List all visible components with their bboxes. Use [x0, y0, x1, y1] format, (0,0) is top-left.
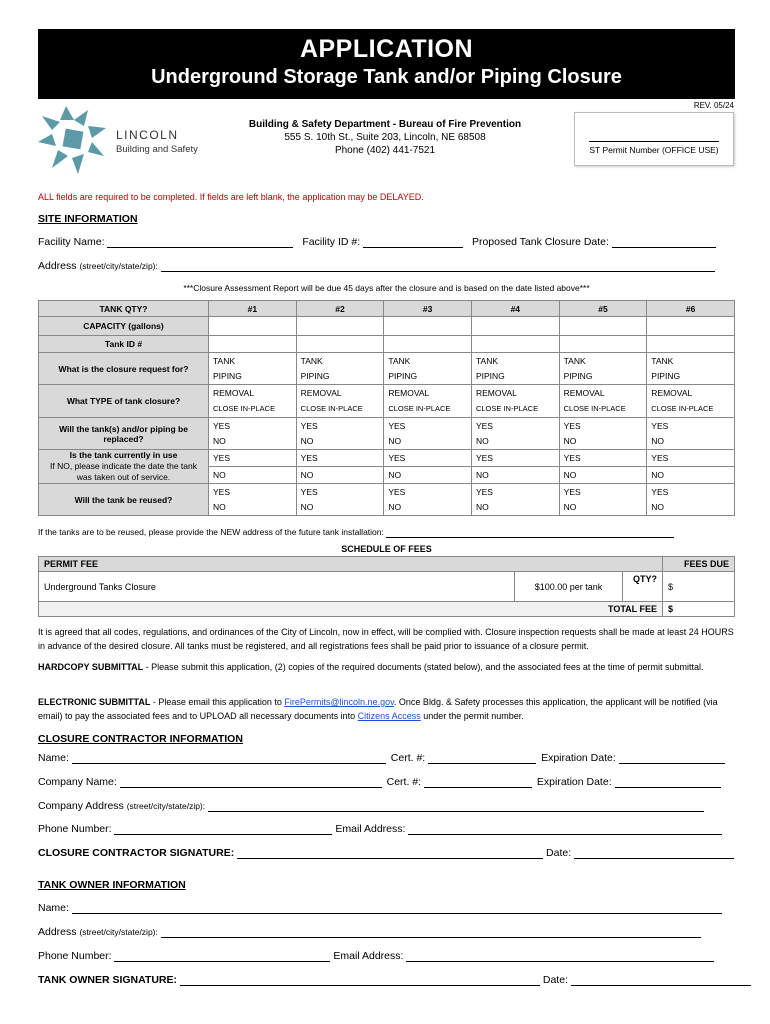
fee-price: $100.00 per tank [515, 572, 623, 602]
address-hint: (street/city/state/zip): [79, 261, 158, 271]
table-row [39, 418, 735, 450]
reused-options[interactable]: YES NO [559, 484, 647, 516]
replaced-label: Will the tank(s) and/or piping be replaced? [39, 418, 209, 450]
company-exp-field[interactable] [615, 787, 721, 788]
tank-table [38, 300, 735, 516]
request-options[interactable]: TANK PIPING [209, 353, 297, 385]
type-label: What TYPE of tank closure? [39, 385, 209, 418]
reused-options[interactable]: YES NO [471, 484, 559, 516]
in-use-yes[interactable]: YES [209, 450, 297, 467]
company-cert-field[interactable] [424, 787, 532, 788]
tank-col-3: #3 [384, 301, 472, 317]
tank-id-cell[interactable] [471, 336, 559, 353]
capacity-cell[interactable] [209, 317, 297, 336]
table-row [39, 336, 735, 353]
report-note: ***Closure Assessment Report will be due 45 days after the closure and is based on the date listed above*** [183, 283, 590, 293]
tank-id-cell[interactable] [384, 336, 472, 353]
table-row [39, 602, 735, 617]
in-use-yes[interactable]: YES [647, 450, 735, 467]
contractor-cert-field[interactable] [428, 763, 536, 764]
contractor-date-field[interactable] [574, 858, 734, 859]
owner-heading: TANK OWNER INFORMATION [38, 879, 186, 891]
fees-heading: SCHEDULE OF FEES [341, 544, 432, 554]
required-warning: ALL fields are required to be completed. If fields are left blank, the application may be DELAYED. [38, 192, 424, 202]
permit-number-label: ST Permit Number (OFFICE USE) [589, 145, 719, 155]
department-phone: Phone (402) 441-7521 [334, 145, 436, 156]
table-row [39, 301, 735, 317]
in-use-no[interactable]: NO [647, 467, 735, 484]
permit-number-line [589, 141, 719, 142]
contractor-row-4: Phone Number: Email Address: [38, 823, 738, 835]
page-title: APPLICATION [299, 35, 474, 63]
site-row-1 [38, 236, 738, 248]
owner-row-3: Phone Number: Email Address: [38, 950, 738, 962]
in-use-no[interactable]: NO [296, 467, 384, 484]
type-options[interactable]: REMOVAL CLOSE IN-PLACE [647, 385, 735, 418]
capacity-cell[interactable] [384, 317, 472, 336]
replaced-options[interactable]: YES NO [559, 418, 647, 450]
in-use-no[interactable]: NO [209, 467, 297, 484]
tank-id-cell[interactable] [559, 336, 647, 353]
electronic-label: ELECTRONIC SUBMITTAL [38, 697, 151, 707]
department-address: 555 S. 10th St., Suite 203, Lincoln, NE 68508 [284, 132, 486, 143]
hardcopy-text: HARDCOPY SUBMITTAL - Please submit this application, (2) copies of the required documents (stated below), and the associated fees at the time of permit submittal. [38, 662, 704, 672]
type-options[interactable]: REMOVAL CLOSE IN-PLACE [384, 385, 472, 418]
reused-options[interactable]: YES NO [647, 484, 735, 516]
lincoln-star-icon [38, 106, 110, 176]
capacity-cell[interactable] [296, 317, 384, 336]
fee-item: Underground Tanks Closure [39, 572, 515, 602]
contractor-heading: CLOSURE CONTRACTOR INFORMATION [38, 733, 243, 745]
reuse-note: If the tanks are to be reused, please provide the NEW address of the future tank installation: [38, 527, 384, 537]
revision-label: REV. 05/24 [693, 101, 734, 110]
fees-table [38, 556, 735, 617]
tank-qty-label: TANK QTY? [39, 301, 209, 317]
in-use-yes[interactable]: YES [296, 450, 384, 467]
owner-row-4: TANK OWNER SIGNATURE: Date: [38, 974, 738, 986]
tank-id-cell[interactable] [209, 336, 297, 353]
in-use-yes[interactable]: YES [384, 450, 472, 467]
contractor-row-2: Company Name: Cert. #: Expiration Date: [38, 776, 738, 788]
contractor-row-3: Company Address (street/city/state/zip): [38, 800, 738, 812]
department-name: Building & Safety Department - Bureau of Fire Prevention [248, 119, 522, 130]
reuse-address-field[interactable] [386, 537, 674, 538]
table-row [39, 450, 735, 467]
owner-address-field[interactable] [161, 937, 701, 938]
facility-name-field[interactable] [107, 247, 293, 248]
reused-options[interactable]: YES NO [384, 484, 472, 516]
company-name-field[interactable] [120, 787, 382, 788]
table-row [39, 317, 735, 336]
contractor-row-1: Name: Cert. #: Expiration Date: [38, 752, 738, 764]
owner-date-field[interactable] [571, 985, 751, 986]
capacity-cell[interactable] [647, 317, 735, 336]
capacity-label: CAPACITY (gallons) [39, 317, 209, 336]
contractor-email-field[interactable] [408, 834, 722, 835]
title-banner [38, 29, 735, 99]
replaced-options[interactable]: YES NO [384, 418, 472, 450]
in-use-no[interactable]: NO [559, 467, 647, 484]
tank-col-5: #5 [559, 301, 647, 317]
contractor-row-5: CLOSURE CONTRACTOR SIGNATURE: Date: [38, 847, 738, 859]
type-options[interactable]: REMOVAL CLOSE IN-PLACE [209, 385, 297, 418]
permit-fee-header: PERMIT FEE [39, 557, 663, 572]
fee-qty-field[interactable]: QTY? [623, 572, 663, 602]
facility-id-label: Facility ID #: [302, 236, 361, 248]
table-row [39, 572, 735, 602]
tank-col-2: #2 [296, 301, 384, 317]
tank-id-label: Tank ID # [39, 336, 209, 353]
table-row [39, 385, 735, 418]
in-use-no[interactable]: NO [384, 467, 472, 484]
request-options[interactable]: TANK PIPING [384, 353, 472, 385]
hardcopy-label: HARDCOPY SUBMITTAL [38, 662, 144, 672]
contractor-name-field[interactable] [72, 763, 386, 764]
owner-row-2: Address (street/city/state/zip): [38, 926, 738, 938]
request-options[interactable]: TANK PIPING [559, 353, 647, 385]
request-options[interactable]: TANK PIPING [296, 353, 384, 385]
reused-label: Will the tank be reused? [39, 484, 209, 516]
closure-date-label: Proposed Tank Closure Date: [471, 236, 609, 248]
replaced-options[interactable]: YES NO [647, 418, 735, 450]
request-label: What is the closure request for? [39, 353, 209, 385]
tank-col-1: #1 [209, 301, 297, 317]
replaced-options[interactable]: YES NO [296, 418, 384, 450]
owner-name-field[interactable] [72, 913, 722, 914]
reused-options[interactable]: YES NO [209, 484, 297, 516]
facility-name-label: Facility Name: [38, 236, 105, 248]
electronic-text: ELECTRONIC SUBMITTAL - Please email this application to FirePermits@lincoln.ne.gov. Once Bldg. & Safety processes this application, the applicant will be notified (via email) to pay the associated fees and to UPLOAD all necessary documents into Citizens Access under the permit number. [38, 697, 718, 721]
request-options[interactable]: TANK PIPING [647, 353, 735, 385]
in-use-no[interactable]: NO [471, 467, 559, 484]
owner-phone-field[interactable] [114, 961, 330, 962]
total-fee-label: TOTAL FEE [39, 602, 663, 617]
lincoln-logo [38, 106, 218, 176]
logo-name: LINCOLN [116, 128, 179, 142]
table-row [39, 557, 735, 572]
table-row [39, 353, 735, 385]
page-subtitle: Underground Storage Tank and/or Piping Closure [151, 66, 622, 88]
contractor-exp-field[interactable] [619, 763, 725, 764]
fee-amount-field[interactable]: $ [663, 572, 735, 602]
owner-email-field[interactable] [406, 961, 714, 962]
request-options[interactable]: TANK PIPING [471, 353, 559, 385]
facility-id-field[interactable] [363, 247, 463, 248]
site-row-2 [38, 260, 738, 272]
closure-date-field[interactable] [612, 247, 716, 248]
type-options[interactable]: REMOVAL CLOSE IN-PLACE [296, 385, 384, 418]
permit-number-box[interactable] [574, 112, 734, 166]
replaced-options[interactable]: YES NO [471, 418, 559, 450]
company-address-field[interactable] [208, 811, 704, 812]
citizens-access-link[interactable]: Citizens Access [357, 710, 421, 721]
contractor-phone-field[interactable] [114, 834, 332, 835]
owner-signature-field[interactable] [180, 985, 540, 986]
in-use-yes[interactable]: YES [471, 450, 559, 467]
type-options[interactable]: REMOVAL CLOSE IN-PLACE [559, 385, 647, 418]
reuse-note-row [38, 526, 735, 538]
contractor-signature-field[interactable] [237, 858, 543, 859]
fees-due-header: FEES DUE [663, 557, 735, 572]
email-link[interactable]: FirePermits@lincoln.ne.gov [284, 697, 394, 707]
site-address-field[interactable] [161, 271, 715, 272]
tank-id-cell[interactable] [296, 336, 384, 353]
department-info [230, 118, 540, 157]
reused-options[interactable]: YES NO [296, 484, 384, 516]
capacity-cell[interactable] [559, 317, 647, 336]
replaced-options[interactable]: YES NO [209, 418, 297, 450]
agreement-text: It is agreed that all codes, regulations, and ordinances of the City of Lincoln, now in effect, will be complied with. Closure inspection requests shall be made at least 24 HOURS in advance of the desired closure. All tanks must be registered, and all registrations fees shall be paid prior to issuance of a closure permit. [38, 627, 734, 651]
tank-col-4: #4 [471, 301, 559, 317]
total-fee-field[interactable]: $ [663, 602, 735, 617]
logo-tagline: Building and Safety [116, 144, 198, 155]
tank-id-cell[interactable] [647, 336, 735, 353]
table-row [39, 484, 735, 516]
in-use-label: Is the tank currently in use If NO, please indicate the date the tank was taken out of service. [39, 450, 209, 484]
site-info-heading: SITE INFORMATION [38, 213, 138, 225]
owner-row-1: Name: [38, 902, 738, 914]
tank-col-6: #6 [647, 301, 735, 317]
type-options[interactable]: REMOVAL CLOSE IN-PLACE [471, 385, 559, 418]
address-label: Address [38, 260, 77, 272]
capacity-cell[interactable] [471, 317, 559, 336]
in-use-yes[interactable]: YES [559, 450, 647, 467]
